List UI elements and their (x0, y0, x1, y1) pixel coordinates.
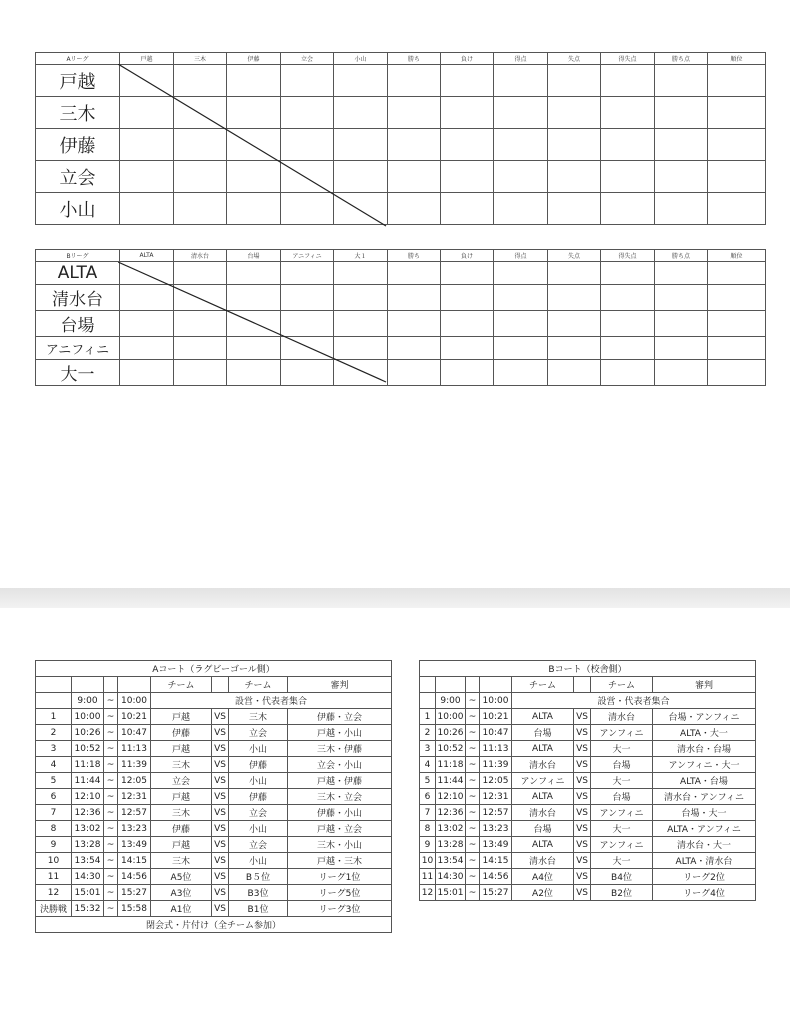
match-number: 2 (36, 725, 72, 741)
team-1: ALTA (512, 741, 574, 757)
match-row (36, 709, 392, 725)
end-time: 13:49 (480, 837, 512, 853)
referee: ALTA・清水台 (653, 853, 756, 869)
end-time: 12:05 (480, 773, 512, 789)
league-a-row (36, 97, 766, 129)
team-1: 三木 (151, 853, 212, 869)
vs-label: VS (212, 901, 229, 917)
team-1: A4位 (512, 869, 574, 885)
referee: リーグ5位 (288, 885, 392, 901)
tilde: ~ (104, 869, 118, 885)
tilde: ~ (104, 805, 118, 821)
tilde: ~ (466, 693, 480, 709)
row-team-name: 伊藤 (36, 129, 120, 161)
match-row (420, 757, 756, 773)
league-a-row (36, 161, 766, 193)
col-points-for: 得点 (494, 250, 548, 262)
end-time: 10:00 (118, 693, 151, 709)
match-row (420, 821, 756, 837)
tilde: ~ (466, 741, 480, 757)
vs-label: VS (212, 805, 229, 821)
col-wins: 勝ち (388, 53, 441, 65)
vs-label: VS (574, 757, 591, 773)
end-time: 14:56 (118, 869, 151, 885)
referee: ALTA・台場 (653, 773, 756, 789)
team-2: 小山 (229, 853, 288, 869)
col-team: 大１ (334, 250, 388, 262)
col-points-for: 得点 (494, 53, 548, 65)
closing-row (36, 917, 392, 933)
match-row (36, 853, 392, 869)
team-2: 台場 (591, 789, 653, 805)
match-number: 8 (420, 821, 436, 837)
start-time: 12:36 (72, 805, 104, 821)
closing-label: 閉会式・片付け（全チーム参加） (36, 917, 392, 933)
league-b-row (36, 337, 766, 360)
start-time: 11:44 (72, 773, 104, 789)
team-2: 三木 (229, 709, 288, 725)
referee: 戸越・伊藤 (288, 773, 392, 789)
tilde: ~ (466, 837, 480, 853)
match-number: 10 (420, 853, 436, 869)
start-time: 12:10 (72, 789, 104, 805)
match-number: 10 (36, 853, 72, 869)
tilde: ~ (466, 709, 480, 725)
end-time: 11:13 (480, 741, 512, 757)
referee: 清水台・アンフィニ (653, 789, 756, 805)
tilde: ~ (104, 709, 118, 725)
start-time: 9:00 (436, 693, 466, 709)
match-number: 3 (420, 741, 436, 757)
referee: 戸越・小山 (288, 725, 392, 741)
end-time: 11:39 (118, 757, 151, 773)
league-b-row (36, 285, 766, 311)
tilde: ~ (104, 853, 118, 869)
team-1: 三木 (151, 805, 212, 821)
start-time: 13:54 (436, 853, 466, 869)
referee: アンフィニ・大一 (653, 757, 756, 773)
col-rank: 順位 (708, 53, 766, 65)
tilde: ~ (466, 805, 480, 821)
tilde: ~ (466, 853, 480, 869)
team-1: ALTA (512, 709, 574, 725)
start-time: 11:18 (72, 757, 104, 773)
referee: 清水台・台場 (653, 741, 756, 757)
team-2: B５位 (229, 869, 288, 885)
vs-label: VS (212, 741, 229, 757)
row-team-name: ALTA (36, 262, 120, 285)
tilde: ~ (466, 869, 480, 885)
team-2: 大一 (591, 821, 653, 837)
referee: 戸越・三木 (288, 853, 392, 869)
referee: リーグ4位 (653, 885, 756, 901)
team-1: 台場 (512, 725, 574, 741)
referee: ALTA・アンフィニ (653, 821, 756, 837)
end-time: 10:00 (480, 693, 512, 709)
match-number: 5 (420, 773, 436, 789)
start-time: 14:30 (72, 869, 104, 885)
team-2: 大一 (591, 853, 653, 869)
match-row (36, 869, 392, 885)
tilde: ~ (104, 837, 118, 853)
tilde: ~ (466, 757, 480, 773)
league-a-corner: Aリーグ (36, 53, 120, 65)
match-number: 11 (36, 869, 72, 885)
col-league-points: 勝ち点 (655, 250, 708, 262)
team-2: 小山 (229, 773, 288, 789)
start-time: 11:18 (436, 757, 466, 773)
referee: 三木・小山 (288, 837, 392, 853)
team-1: 台場 (512, 821, 574, 837)
vs-label: VS (574, 837, 591, 853)
team-1: 伊藤 (151, 725, 212, 741)
end-time: 14:15 (118, 853, 151, 869)
league-a-table (35, 52, 766, 225)
team-2: B3位 (229, 885, 288, 901)
vs-label: VS (574, 741, 591, 757)
league-b-row (36, 311, 766, 337)
match-row (36, 789, 392, 805)
col-team: アニフィニ (281, 250, 334, 262)
match-row (36, 821, 392, 837)
end-time: 12:57 (480, 805, 512, 821)
start-time: 10:52 (72, 741, 104, 757)
vs-label: VS (574, 805, 591, 821)
team-2: 大一 (591, 773, 653, 789)
referee: 戸越・立会 (288, 821, 392, 837)
col-league-points: 勝ち点 (655, 53, 708, 65)
match-row (36, 837, 392, 853)
start-time: 10:00 (72, 709, 104, 725)
vs-label: VS (574, 885, 591, 901)
start-time: 15:01 (72, 885, 104, 901)
start-time: 12:36 (436, 805, 466, 821)
team-1: 戸越 (151, 789, 212, 805)
match-row (420, 741, 756, 757)
team-2: 大一 (591, 741, 653, 757)
league-a-row (36, 129, 766, 161)
team-2: 伊藤 (229, 757, 288, 773)
col-team: 三木 (174, 53, 227, 65)
row-team-name: 戸越 (36, 65, 120, 97)
col-points-against: 失点 (548, 250, 601, 262)
match-number: 12 (420, 885, 436, 901)
row-team-name: 三木 (36, 97, 120, 129)
match-number: 2 (420, 725, 436, 741)
col-team: 立会 (281, 53, 334, 65)
team-2: 立会 (229, 725, 288, 741)
vs-label: VS (212, 837, 229, 853)
header-team: チーム (151, 677, 212, 693)
referee: リーグ3位 (288, 901, 392, 917)
match-number: 5 (36, 773, 72, 789)
referee: リーグ1位 (288, 869, 392, 885)
team-2: アンフィニ (591, 725, 653, 741)
vs-label: VS (574, 869, 591, 885)
match-number: 3 (36, 741, 72, 757)
opening-label: 設営・代表者集合 (512, 693, 756, 709)
col-team: 清水台 (174, 250, 227, 262)
match-number: 4 (36, 757, 72, 773)
court-b-schedule (419, 660, 756, 901)
referee: 伊藤・立会 (288, 709, 392, 725)
vs-label: VS (574, 853, 591, 869)
tilde: ~ (104, 773, 118, 789)
match-row (420, 869, 756, 885)
tilde: ~ (104, 693, 118, 709)
team-2: 立会 (229, 837, 288, 853)
end-time: 14:56 (480, 869, 512, 885)
end-time: 12:57 (118, 805, 151, 821)
league-b-corner: Bリーグ (36, 250, 120, 262)
referee: 清水台・大一 (653, 837, 756, 853)
vs-label: VS (574, 709, 591, 725)
vs-label: VS (212, 853, 229, 869)
match-row (36, 805, 392, 821)
start-time: 12:10 (436, 789, 466, 805)
col-team: ALTA (120, 250, 174, 262)
header-team: チーム (229, 677, 288, 693)
end-time: 12:31 (118, 789, 151, 805)
end-time: 13:23 (118, 821, 151, 837)
tilde: ~ (466, 821, 480, 837)
start-time: 13:02 (72, 821, 104, 837)
match-row (36, 725, 392, 741)
league-a-row (36, 65, 766, 97)
team-1: A2位 (512, 885, 574, 901)
team-1: 立会 (151, 773, 212, 789)
court-a-matches (36, 709, 392, 917)
col-rank: 順位 (708, 250, 766, 262)
opening-row (36, 693, 392, 709)
team-1: A3位 (151, 885, 212, 901)
col-point-diff: 得失点 (601, 250, 655, 262)
start-time: 13:54 (72, 853, 104, 869)
match-row (420, 837, 756, 853)
match-number: 6 (420, 789, 436, 805)
referee: 伊藤・小山 (288, 805, 392, 821)
team-1: 清水台 (512, 757, 574, 773)
tilde: ~ (466, 885, 480, 901)
team-2: B4位 (591, 869, 653, 885)
header-team: チーム (591, 677, 653, 693)
start-time: 14:30 (436, 869, 466, 885)
league-a-row (36, 193, 766, 225)
tilde: ~ (104, 821, 118, 837)
vs-label: VS (212, 757, 229, 773)
team-2: 小山 (229, 821, 288, 837)
referee: 三木・立会 (288, 789, 392, 805)
opening-label: 設営・代表者集合 (151, 693, 392, 709)
league-b-row (36, 360, 766, 386)
start-time: 15:32 (72, 901, 104, 917)
tilde: ~ (104, 885, 118, 901)
vs-label: VS (574, 789, 591, 805)
match-number: 12 (36, 885, 72, 901)
row-team-name: 清水台 (36, 285, 120, 311)
match-row (36, 741, 392, 757)
court-b-title: Bコート（校舎側） (420, 661, 756, 677)
match-row (420, 885, 756, 901)
end-time: 15:27 (118, 885, 151, 901)
match-number: 11 (420, 869, 436, 885)
tilde: ~ (466, 725, 480, 741)
team-1: 伊藤 (151, 821, 212, 837)
vs-label: VS (574, 773, 591, 789)
team-2: B1位 (229, 901, 288, 917)
header-referee: 審判 (288, 677, 392, 693)
match-number: 7 (36, 805, 72, 821)
col-points-against: 失点 (548, 53, 601, 65)
end-time: 10:47 (118, 725, 151, 741)
start-time: 10:26 (436, 725, 466, 741)
team-2: アンフィニ (591, 837, 653, 853)
end-time: 15:58 (118, 901, 151, 917)
start-time: 10:52 (436, 741, 466, 757)
team-2: 台場 (591, 757, 653, 773)
match-number: 8 (36, 821, 72, 837)
start-time: 15:01 (436, 885, 466, 901)
match-row (36, 773, 392, 789)
team-1: 三木 (151, 757, 212, 773)
match-row (420, 709, 756, 725)
team-1: 戸越 (151, 709, 212, 725)
vs-label: VS (212, 885, 229, 901)
vs-label: VS (212, 725, 229, 741)
end-time: 11:13 (118, 741, 151, 757)
team-1: アンフィニ (512, 773, 574, 789)
end-time: 12:31 (480, 789, 512, 805)
match-number: 1 (36, 709, 72, 725)
start-time: 10:00 (436, 709, 466, 725)
vs-label: VS (574, 725, 591, 741)
end-time: 13:49 (118, 837, 151, 853)
tilde: ~ (104, 789, 118, 805)
end-time: 12:05 (118, 773, 151, 789)
team-1: 戸越 (151, 741, 212, 757)
match-row (420, 773, 756, 789)
match-number: 6 (36, 789, 72, 805)
end-time: 11:39 (480, 757, 512, 773)
col-wins: 勝ち (388, 250, 441, 262)
tilde: ~ (466, 789, 480, 805)
team-1: 清水台 (512, 805, 574, 821)
team-2: 清水台 (591, 709, 653, 725)
row-team-name: 立会 (36, 161, 120, 193)
vs-label: VS (212, 773, 229, 789)
end-time: 14:15 (480, 853, 512, 869)
match-number: 7 (420, 805, 436, 821)
start-time: 13:28 (72, 837, 104, 853)
team-2: 小山 (229, 741, 288, 757)
team-1: A5位 (151, 869, 212, 885)
team-2: 立会 (229, 805, 288, 821)
col-team: 台場 (227, 250, 281, 262)
vs-label: VS (212, 789, 229, 805)
vs-label: VS (212, 709, 229, 725)
tilde: ~ (104, 901, 118, 917)
referee: ALTA・大一 (653, 725, 756, 741)
referee: 立会・小山 (288, 757, 392, 773)
row-team-name: 小山 (36, 193, 120, 225)
start-time: 11:44 (436, 773, 466, 789)
vs-label: VS (212, 869, 229, 885)
col-losses: 負け (441, 53, 494, 65)
vs-label: VS (212, 821, 229, 837)
match-number: 決勝戦 (36, 901, 72, 917)
team-1: 清水台 (512, 853, 574, 869)
match-number: 1 (420, 709, 436, 725)
opening-row (420, 693, 756, 709)
tilde: ~ (466, 773, 480, 789)
row-team-name: アニフィニ (36, 337, 120, 360)
referee: 台場・アンフィニ (653, 709, 756, 725)
header-team: チーム (512, 677, 574, 693)
col-team: 伊藤 (227, 53, 281, 65)
tilde: ~ (104, 741, 118, 757)
header-referee: 審判 (653, 677, 756, 693)
team-1: ALTA (512, 789, 574, 805)
match-number: 9 (420, 837, 436, 853)
team-1: 戸越 (151, 837, 212, 853)
match-row (36, 885, 392, 901)
match-row (36, 757, 392, 773)
court-a-schedule (35, 660, 392, 933)
league-b-row (36, 262, 766, 285)
col-losses: 負け (441, 250, 494, 262)
team-1: A1位 (151, 901, 212, 917)
col-team: 戸越 (120, 53, 174, 65)
page-separator (0, 588, 790, 608)
referee: 台場・大一 (653, 805, 756, 821)
court-a-title: Aコート（ラグビーゴール側） (36, 661, 392, 677)
match-row (420, 725, 756, 741)
match-row (420, 853, 756, 869)
end-time: 10:21 (480, 709, 512, 725)
referee: リーグ2位 (653, 869, 756, 885)
start-time: 13:28 (436, 837, 466, 853)
team-1: ALTA (512, 837, 574, 853)
match-row (420, 789, 756, 805)
end-time: 10:47 (480, 725, 512, 741)
match-number: 4 (420, 757, 436, 773)
col-point-diff: 得失点 (601, 53, 655, 65)
start-time: 13:02 (436, 821, 466, 837)
team-2: 伊藤 (229, 789, 288, 805)
end-time: 15:27 (480, 885, 512, 901)
match-number: 9 (36, 837, 72, 853)
match-row (420, 805, 756, 821)
team-2: B2位 (591, 885, 653, 901)
start-time: 10:26 (72, 725, 104, 741)
end-time: 13:23 (480, 821, 512, 837)
vs-label: VS (574, 821, 591, 837)
league-b-table (35, 249, 766, 386)
end-time: 10:21 (118, 709, 151, 725)
referee: 三木・伊藤 (288, 741, 392, 757)
row-team-name: 台場 (36, 311, 120, 337)
team-2: アンフィニ (591, 805, 653, 821)
col-team: 小山 (334, 53, 388, 65)
match-row (36, 901, 392, 917)
court-b-matches (420, 709, 756, 901)
tilde: ~ (104, 757, 118, 773)
start-time: 9:00 (72, 693, 104, 709)
tilde: ~ (104, 725, 118, 741)
row-team-name: 大一 (36, 360, 120, 386)
